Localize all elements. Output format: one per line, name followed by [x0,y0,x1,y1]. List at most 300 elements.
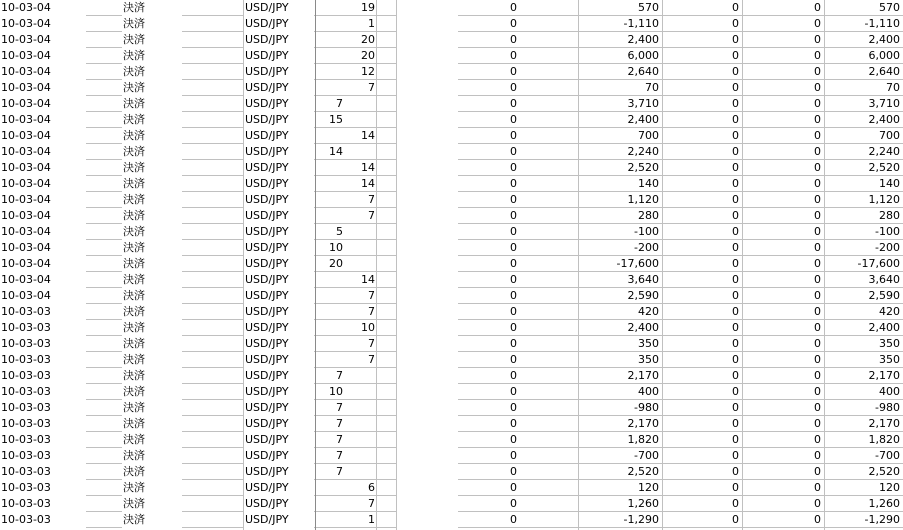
cell-sell[interactable]: 10 [361,321,375,334]
cell-c2[interactable]: 0 [732,65,739,78]
cell-total[interactable]: 570 [879,1,900,14]
cell-pl[interactable]: 2,640 [627,65,659,78]
cell-c2[interactable]: 0 [732,161,739,174]
cell-pair[interactable]: USD/JPY [245,161,289,174]
cell-pair[interactable]: USD/JPY [245,513,289,526]
cell-pair[interactable]: USD/JPY [245,497,289,510]
cell-type[interactable]: 決済 [123,97,145,110]
cell-type[interactable]: 決済 [123,257,145,270]
cell-type[interactable]: 決済 [123,209,145,222]
cell-sell[interactable] [346,384,378,400]
cell-total[interactable]: 1,260 [868,497,900,510]
cell-buy[interactable]: 10 [329,241,343,254]
cell-pair[interactable]: USD/JPY [245,305,289,318]
cell-c3[interactable]: 0 [814,497,821,510]
cell-c2[interactable]: 0 [732,273,739,286]
cell-date[interactable]: 10-03-04 [1,177,51,190]
cell-sell[interactable]: 20 [361,33,375,46]
cell-total[interactable]: 350 [879,337,900,350]
cell-pair[interactable]: USD/JPY [245,289,289,302]
cell-c3[interactable]: 0 [814,337,821,350]
cell-c3[interactable]: 0 [814,513,821,526]
cell-pl[interactable]: -700 [634,449,659,462]
cell-sell[interactable] [346,96,378,112]
cell-c2[interactable]: 0 [732,193,739,206]
cell-pair[interactable]: USD/JPY [245,49,289,62]
cell-c3[interactable]: 0 [814,145,821,158]
cell-c3[interactable]: 0 [814,433,821,446]
cell-c3[interactable]: 0 [814,161,821,174]
cell-date[interactable]: 10-03-04 [1,49,51,62]
cell-c1[interactable]: 0 [510,481,517,494]
cell-sell[interactable]: 7 [368,305,375,318]
cell-date[interactable]: 10-03-04 [1,241,51,254]
cell-c3[interactable]: 0 [814,305,821,318]
cell-pl[interactable]: -980 [634,401,659,414]
cell-c2[interactable]: 0 [732,81,739,94]
cell-type[interactable]: 決済 [123,161,145,174]
cell-sell[interactable] [346,432,378,448]
cell-c2[interactable]: 0 [732,481,739,494]
cell-c3[interactable]: 0 [814,193,821,206]
cell-c2[interactable]: 0 [732,337,739,350]
cell-date[interactable]: 10-03-04 [1,289,51,302]
cell-c2[interactable]: 0 [732,465,739,478]
cell-c3[interactable]: 0 [814,129,821,142]
cell-c2[interactable]: 0 [732,33,739,46]
cell-c2[interactable]: 0 [732,1,739,14]
cell-c3[interactable]: 0 [814,289,821,302]
cell-sell[interactable]: 14 [361,161,375,174]
cell-buy[interactable] [316,0,346,16]
cell-date[interactable]: 10-03-03 [1,481,51,494]
cell-pair[interactable]: USD/JPY [245,97,289,110]
cell-pl[interactable]: 1,820 [627,433,659,446]
cell-type[interactable]: 決済 [123,241,145,254]
cell-pl[interactable]: -100 [634,225,659,238]
cell-c1[interactable]: 0 [510,369,517,382]
cell-buy[interactable] [316,192,346,208]
cell-date[interactable]: 10-03-03 [1,449,51,462]
cell-c1[interactable]: 0 [510,97,517,110]
cell-type[interactable]: 決済 [123,481,145,494]
cell-buy[interactable] [316,304,346,320]
cell-c1[interactable]: 0 [510,241,517,254]
cell-pair[interactable]: USD/JPY [245,1,289,14]
cell-date[interactable]: 10-03-03 [1,305,51,318]
cell-type[interactable]: 決済 [123,417,145,430]
cell-pair[interactable]: USD/JPY [245,321,289,334]
cell-c3[interactable]: 0 [814,417,821,430]
cell-date[interactable]: 10-03-04 [1,65,51,78]
cell-c2[interactable]: 0 [732,225,739,238]
cell-c1[interactable]: 0 [510,337,517,350]
cell-pl[interactable]: 70 [645,81,659,94]
cell-type[interactable]: 決済 [123,177,145,190]
cell-total[interactable]: -980 [875,401,900,414]
cell-sell[interactable] [346,464,378,480]
cell-date[interactable]: 10-03-03 [1,497,51,510]
cell-pair[interactable]: USD/JPY [245,193,289,206]
cell-c3[interactable]: 0 [814,353,821,366]
cell-c2[interactable]: 0 [732,353,739,366]
cell-pair[interactable]: USD/JPY [245,177,289,190]
cell-buy[interactable] [316,272,346,288]
cell-sell[interactable]: 6 [368,481,375,494]
cell-type[interactable]: 決済 [123,305,145,318]
cell-sell[interactable]: 14 [361,177,375,190]
cell-c3[interactable]: 0 [814,113,821,126]
cell-buy[interactable]: 14 [329,145,343,158]
cell-pair[interactable]: USD/JPY [245,369,289,382]
cell-total[interactable]: -100 [875,225,900,238]
cell-pl[interactable]: 280 [638,209,659,222]
cell-c1[interactable]: 0 [510,145,517,158]
cell-sell[interactable]: 12 [361,65,375,78]
cell-sell[interactable]: 7 [368,337,375,350]
cell-date[interactable]: 10-03-03 [1,321,51,334]
cell-buy[interactable] [316,512,346,528]
cell-buy[interactable] [316,160,346,176]
cell-date[interactable]: 10-03-04 [1,1,51,14]
cell-total[interactable]: 1,820 [868,433,900,446]
cell-c3[interactable]: 0 [814,33,821,46]
cell-total[interactable]: -1,290 [864,513,900,526]
cell-total[interactable]: 2,400 [868,321,900,334]
cell-c3[interactable]: 0 [814,49,821,62]
cell-pair[interactable]: USD/JPY [245,17,289,30]
cell-pl[interactable]: 420 [638,305,659,318]
cell-pair[interactable]: USD/JPY [245,209,289,222]
cell-pl[interactable]: -1,110 [623,17,659,30]
cell-pl[interactable]: 2,520 [627,465,659,478]
cell-buy[interactable]: 7 [336,433,343,446]
cell-c3[interactable]: 0 [814,241,821,254]
cell-type[interactable]: 決済 [123,1,145,14]
cell-c1[interactable]: 0 [510,273,517,286]
cell-pl[interactable]: 400 [638,385,659,398]
cell-buy[interactable] [316,336,346,352]
cell-date[interactable]: 10-03-04 [1,33,51,46]
cell-buy[interactable] [316,128,346,144]
cell-total[interactable]: 2,520 [868,465,900,478]
cell-date[interactable]: 10-03-04 [1,129,51,142]
cell-total[interactable]: 3,710 [868,97,900,110]
cell-total[interactable]: 1,120 [868,193,900,206]
cell-sell[interactable] [346,368,378,384]
cell-sell[interactable] [346,144,378,160]
cell-pl[interactable]: 6,000 [627,49,659,62]
cell-total[interactable]: -200 [875,241,900,254]
cell-pl[interactable]: 2,400 [627,113,659,126]
cell-buy[interactable] [316,352,346,368]
cell-c2[interactable]: 0 [732,129,739,142]
cell-sell[interactable]: 7 [368,81,375,94]
cell-pl[interactable]: 2,240 [627,145,659,158]
cell-c2[interactable]: 0 [732,177,739,190]
cell-sell[interactable] [346,256,378,272]
cell-buy[interactable]: 7 [336,417,343,430]
cell-buy[interactable] [316,176,346,192]
cell-pair[interactable]: USD/JPY [245,353,289,366]
cell-sell[interactable]: 7 [368,497,375,510]
cell-buy[interactable] [316,208,346,224]
cell-pair[interactable]: USD/JPY [245,433,289,446]
cell-c1[interactable]: 0 [510,65,517,78]
cell-pair[interactable]: USD/JPY [245,65,289,78]
cell-buy[interactable]: 5 [336,225,343,238]
cell-c1[interactable]: 0 [510,513,517,526]
cell-sell[interactable]: 14 [361,273,375,286]
cell-date[interactable]: 10-03-04 [1,273,51,286]
cell-total[interactable]: 2,170 [868,417,900,430]
cell-pair[interactable]: USD/JPY [245,113,289,126]
cell-c1[interactable]: 0 [510,449,517,462]
cell-pair[interactable]: USD/JPY [245,257,289,270]
cell-type[interactable]: 決済 [123,401,145,414]
cell-date[interactable]: 10-03-03 [1,337,51,350]
cell-c3[interactable]: 0 [814,65,821,78]
cell-date[interactable]: 10-03-04 [1,81,51,94]
cell-buy[interactable]: 7 [336,369,343,382]
cell-total[interactable]: 120 [879,481,900,494]
cell-c2[interactable]: 0 [732,257,739,270]
cell-pl[interactable]: 700 [638,129,659,142]
cell-type[interactable]: 決済 [123,273,145,286]
cell-c1[interactable]: 0 [510,161,517,174]
cell-pl[interactable]: 3,710 [627,97,659,110]
cell-c3[interactable]: 0 [814,81,821,94]
cell-pl[interactable]: 2,170 [627,417,659,430]
cell-type[interactable]: 決済 [123,129,145,142]
cell-date[interactable]: 10-03-03 [1,401,51,414]
cell-date[interactable]: 10-03-04 [1,257,51,270]
cell-type[interactable]: 決済 [123,369,145,382]
cell-pl[interactable]: 350 [638,337,659,350]
cell-pair[interactable]: USD/JPY [245,385,289,398]
cell-type[interactable]: 決済 [123,385,145,398]
cell-pair[interactable]: USD/JPY [245,129,289,142]
cell-pl[interactable]: 2,400 [627,321,659,334]
cell-c2[interactable]: 0 [732,321,739,334]
cell-type[interactable]: 決済 [123,433,145,446]
cell-buy[interactable] [316,496,346,512]
cell-pair[interactable]: USD/JPY [245,241,289,254]
cell-c2[interactable]: 0 [732,209,739,222]
cell-c2[interactable]: 0 [732,113,739,126]
cell-c1[interactable]: 0 [510,177,517,190]
cell-sell[interactable] [346,240,378,256]
cell-total[interactable]: 280 [879,209,900,222]
cell-c3[interactable]: 0 [814,257,821,270]
cell-type[interactable]: 決済 [123,145,145,158]
cell-total[interactable]: 6,000 [868,49,900,62]
cell-c2[interactable]: 0 [732,433,739,446]
cell-total[interactable]: 2,520 [868,161,900,174]
cell-total[interactable]: 2,400 [868,113,900,126]
cell-total[interactable]: 2,170 [868,369,900,382]
cell-total[interactable]: 2,640 [868,65,900,78]
cell-total[interactable]: 350 [879,353,900,366]
cell-total[interactable]: 700 [879,129,900,142]
cell-sell[interactable]: 1 [368,513,375,526]
cell-type[interactable]: 決済 [123,193,145,206]
cell-pl[interactable]: -17,600 [616,257,659,270]
cell-sell[interactable]: 7 [368,209,375,222]
cell-buy[interactable] [316,48,346,64]
cell-c1[interactable]: 0 [510,81,517,94]
cell-type[interactable]: 決済 [123,465,145,478]
cell-total[interactable]: -1,110 [864,17,900,30]
cell-c1[interactable]: 0 [510,289,517,302]
cell-c1[interactable]: 0 [510,433,517,446]
cell-c2[interactable]: 0 [732,17,739,30]
cell-type[interactable]: 決済 [123,65,145,78]
cell-c2[interactable]: 0 [732,417,739,430]
cell-buy[interactable] [316,320,346,336]
cell-date[interactable]: 10-03-04 [1,97,51,110]
cell-pair[interactable]: USD/JPY [245,465,289,478]
cell-sell[interactable]: 1 [368,17,375,30]
cell-c1[interactable]: 0 [510,417,517,430]
cell-date[interactable]: 10-03-04 [1,161,51,174]
cell-buy[interactable]: 15 [329,113,343,126]
cell-date[interactable]: 10-03-04 [1,145,51,158]
cell-c1[interactable]: 0 [510,353,517,366]
cell-total[interactable]: 70 [886,81,900,94]
cell-buy[interactable] [316,32,346,48]
cell-type[interactable]: 決済 [123,225,145,238]
cell-buy[interactable] [316,288,346,304]
cell-date[interactable]: 10-03-04 [1,17,51,30]
cell-pl[interactable]: 2,590 [627,289,659,302]
cell-sell[interactable] [346,448,378,464]
cell-buy[interactable]: 7 [336,97,343,110]
cell-c3[interactable]: 0 [814,321,821,334]
cell-date[interactable]: 10-03-04 [1,113,51,126]
cell-c1[interactable]: 0 [510,305,517,318]
cell-date[interactable]: 10-03-03 [1,385,51,398]
cell-date[interactable]: 10-03-04 [1,209,51,222]
cell-c1[interactable]: 0 [510,209,517,222]
cell-pair[interactable]: USD/JPY [245,401,289,414]
cell-c3[interactable]: 0 [814,481,821,494]
cell-sell[interactable]: 14 [361,129,375,142]
cell-type[interactable]: 決済 [123,449,145,462]
cell-pair[interactable]: USD/JPY [245,225,289,238]
cell-pl[interactable]: 120 [638,481,659,494]
cell-buy[interactable] [316,64,346,80]
cell-c2[interactable]: 0 [732,145,739,158]
cell-c3[interactable]: 0 [814,273,821,286]
cell-c2[interactable]: 0 [732,369,739,382]
cell-c1[interactable]: 0 [510,17,517,30]
cell-buy[interactable]: 7 [336,401,343,414]
cell-buy[interactable] [316,16,346,32]
cell-c3[interactable]: 0 [814,209,821,222]
cell-date[interactable]: 10-03-03 [1,433,51,446]
cell-type[interactable]: 決済 [123,17,145,30]
cell-c3[interactable]: 0 [814,385,821,398]
cell-c1[interactable]: 0 [510,193,517,206]
cell-c1[interactable]: 0 [510,385,517,398]
cell-c3[interactable]: 0 [814,1,821,14]
cell-date[interactable]: 10-03-03 [1,353,51,366]
cell-date[interactable]: 10-03-04 [1,193,51,206]
cell-total[interactable]: 2,240 [868,145,900,158]
cell-c1[interactable]: 0 [510,465,517,478]
cell-total[interactable]: 2,400 [868,33,900,46]
cell-pl[interactable]: 1,260 [627,497,659,510]
cell-c2[interactable]: 0 [732,97,739,110]
cell-c2[interactable]: 0 [732,497,739,510]
cell-c1[interactable]: 0 [510,49,517,62]
cell-type[interactable]: 決済 [123,289,145,302]
cell-c2[interactable]: 0 [732,449,739,462]
cell-sell[interactable]: 7 [368,193,375,206]
cell-pl[interactable]: -1,290 [623,513,659,526]
cell-c3[interactable]: 0 [814,97,821,110]
cell-pair[interactable]: USD/JPY [245,337,289,350]
cell-c3[interactable]: 0 [814,369,821,382]
cell-date[interactable]: 10-03-03 [1,513,51,526]
cell-total[interactable]: 420 [879,305,900,318]
cell-c2[interactable]: 0 [732,305,739,318]
cell-pair[interactable]: USD/JPY [245,481,289,494]
cell-sell[interactable]: 20 [361,49,375,62]
cell-sell[interactable] [346,400,378,416]
cell-c1[interactable]: 0 [510,401,517,414]
cell-sell[interactable]: 7 [368,289,375,302]
cell-pl[interactable]: 2,520 [627,161,659,174]
cell-pair[interactable]: USD/JPY [245,81,289,94]
cell-sell[interactable]: 7 [368,353,375,366]
cell-total[interactable]: -700 [875,449,900,462]
cell-c1[interactable]: 0 [510,497,517,510]
cell-total[interactable]: 400 [879,385,900,398]
cell-pl[interactable]: 3,640 [627,273,659,286]
cell-c2[interactable]: 0 [732,49,739,62]
cell-sell[interactable] [346,112,378,128]
cell-c3[interactable]: 0 [814,225,821,238]
cell-pl[interactable]: 2,170 [627,369,659,382]
cell-pair[interactable]: USD/JPY [245,449,289,462]
cell-type[interactable]: 決済 [123,81,145,94]
cell-c3[interactable]: 0 [814,17,821,30]
cell-c3[interactable]: 0 [814,465,821,478]
cell-buy[interactable] [316,80,346,96]
cell-pl[interactable]: 350 [638,353,659,366]
cell-sell[interactable]: 19 [361,1,375,14]
cell-type[interactable]: 決済 [123,113,145,126]
cell-pair[interactable]: USD/JPY [245,417,289,430]
cell-type[interactable]: 決済 [123,497,145,510]
cell-date[interactable]: 10-03-03 [1,369,51,382]
cell-type[interactable]: 決済 [123,337,145,350]
cell-date[interactable]: 10-03-04 [1,225,51,238]
cell-buy[interactable]: 20 [329,257,343,270]
cell-c1[interactable]: 0 [510,33,517,46]
cell-sell[interactable] [346,416,378,432]
cell-pair[interactable]: USD/JPY [245,145,289,158]
cell-type[interactable]: 決済 [123,321,145,334]
cell-total[interactable]: 2,590 [868,289,900,302]
cell-c2[interactable]: 0 [732,241,739,254]
cell-total[interactable]: 140 [879,177,900,190]
cell-type[interactable]: 決済 [123,33,145,46]
cell-c2[interactable]: 0 [732,385,739,398]
cell-c1[interactable]: 0 [510,257,517,270]
